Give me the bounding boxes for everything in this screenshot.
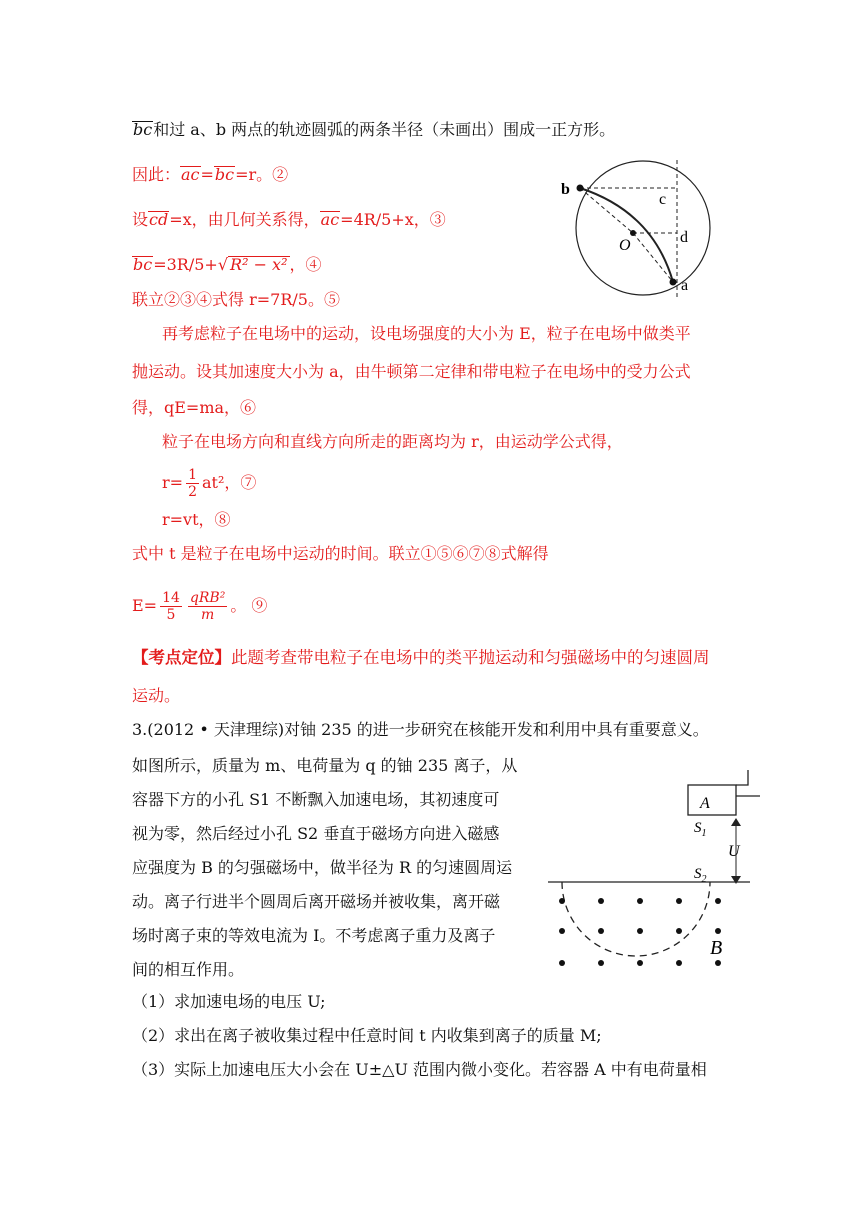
label-u: U [728, 843, 740, 860]
line-text: =4R/5+x，③ [340, 210, 446, 229]
segment-ac: ac [320, 210, 340, 229]
line-text: 设 [132, 210, 149, 229]
q3-title: 3.(2012 • 天津理综)对铀 235 的进一步研究在核能开发和利用中具有重要意义。 [132, 720, 709, 739]
line-text: at²，⑦ [201, 473, 257, 492]
label-s2: $S_2$ [694, 866, 707, 885]
segment-bc: bc [214, 165, 235, 184]
q3-line-6: 场时离子束的等效电流为 I。不考虑离子重力及离子 [132, 926, 496, 945]
line-text: 此题考查带电粒子在电场中的类平抛运动和匀强磁场中的匀速圆周 [231, 648, 710, 667]
line-text: =r。② [235, 165, 289, 184]
line-bc-formula [132, 255, 322, 275]
numerator: 1 [188, 467, 197, 483]
fraction-qrb2-m [188, 590, 227, 623]
kaodian-line [132, 648, 710, 668]
line-text: 因此： [132, 165, 181, 184]
label-a: A [700, 795, 710, 812]
line-text: 和过 a、b 两点的轨迹圆弧的两条半径（未画出）围成一正方形。 [153, 120, 616, 139]
q3-line-4: 应强度为 B 的匀强磁场中，做半径为 R 的匀速圆周运 [132, 858, 513, 877]
line-text: r= [162, 473, 184, 492]
label-a: a [681, 277, 689, 294]
para-electric-3: 得，qE=ma，⑥ [132, 398, 257, 417]
sqrt-sign: √ [217, 255, 229, 274]
denominator: 5 [166, 607, 176, 623]
fraction-half [186, 467, 199, 500]
q3-line-5: 动。离子行进半个圆周后离开磁场并被收集，离开磁 [132, 892, 501, 911]
mass-spectrometer-diagram [540, 768, 760, 978]
label-b-field: B [710, 937, 723, 959]
line-text: E= [132, 596, 158, 615]
q3-sub-2: （2）求出在离子被收集过程中任意时间 t 内收集到离子的质量 M; [132, 1026, 602, 1045]
denominator: m [200, 607, 215, 623]
formula-r-vt: r=vt，⑧ [162, 510, 231, 529]
container-a [688, 785, 736, 815]
para-time: 式中 t 是粒子在电场中运动的时间。联立①⑤⑥⑦⑧式解得 [132, 544, 549, 563]
label-c: c [659, 191, 667, 208]
denominator: 2 [188, 484, 197, 500]
segment-bc: bc [133, 120, 153, 139]
para-distance: 粒子在电场方向和直线方向所走的距离均为 r，由运动学公式得， [162, 432, 623, 451]
arrow-up-head [731, 818, 741, 826]
sqrt-radicand: R² − x² [230, 255, 288, 274]
segment-bc: bc [133, 255, 153, 274]
line-combine: 联立②③④式得 r=7R/5。⑤ [132, 290, 340, 309]
circle-diagram [555, 150, 715, 310]
q3-line-1: 如图所示，质量为 m、电荷量为 q 的铀 235 离子，从 [132, 756, 518, 775]
line-geometry [132, 210, 446, 230]
line-text: =3R/5+ [153, 255, 218, 274]
segment-cd: cd [149, 210, 169, 229]
q3-line-3: 视为零，然后经过小孔 S2 垂直于磁场方向进入磁感 [132, 824, 500, 843]
label-d: d [680, 229, 688, 246]
line-text: = [200, 165, 214, 184]
line-text: ，④ [289, 255, 322, 274]
q3-line-2: 容器下方的小孔 S1 不断飘入加速电场，其初速度可 [132, 790, 500, 809]
q3-line-7: 间的相互作用。 [132, 960, 245, 979]
point-b [577, 185, 584, 192]
inlet-pipe [736, 770, 748, 785]
point-o [630, 230, 636, 236]
q3-sub-3: （3）实际上加速电压大小会在 U±△U 范围内微小变化。若容器 A 中有电荷量相 [132, 1060, 707, 1079]
arrow-down-head [731, 876, 741, 884]
q3-sub-1: （1）求加速电场的电压 U; [132, 992, 326, 1011]
label-s1: $S_1$ [694, 820, 707, 839]
point-a [670, 279, 677, 286]
line-text: 。 ⑨ [230, 596, 268, 615]
kaodian-label: 【考点定位】 [132, 648, 231, 667]
ion-path [562, 882, 710, 956]
label-b: b [561, 181, 570, 198]
line-text: =x，由几何关系得， [169, 210, 320, 229]
fraction-14-5 [160, 590, 182, 623]
segment-ac: ac [181, 165, 200, 184]
formula-r-at2 [162, 466, 256, 500]
line-square-statement [132, 120, 615, 140]
para-electric-2: 抛运动。设其加速度大小为 a，由牛顿第二定律和带电粒子在电场中的受力公式 [132, 362, 691, 381]
label-o: O [619, 237, 631, 254]
kaodian-line-2: 运动。 [132, 686, 181, 705]
formula-e [132, 586, 267, 626]
numerator: 14 [162, 590, 180, 606]
numerator: qRB² [189, 590, 226, 606]
line-therefore [132, 165, 288, 185]
para-electric-1: 再考虑粒子在电场中的运动，设电场强度的大小为 E，粒子在电场中做类平 [162, 324, 691, 343]
